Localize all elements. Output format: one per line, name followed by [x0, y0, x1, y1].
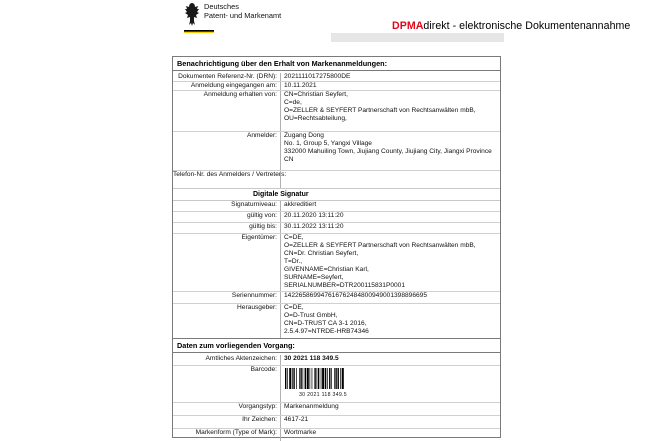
applicant-line: No. 1, Group 5, Yangxi Village [284, 140, 372, 147]
row-reference [173, 73, 500, 81]
owner-line: SURNAME=Seyfert, [284, 274, 344, 281]
process-type-label: Vorgangstyp: [238, 403, 277, 410]
owner-line: O=ZELLER & SEYFERT Partnerschaft von Rechtsanwälten mbB, [284, 242, 476, 249]
reference-label: Dokumenten Referenz-Nr. (DRN): [178, 73, 277, 80]
valid-from-value: 20.11.2020 13:11:20 [280, 212, 500, 222]
applicant-line: Zugang Dong [284, 132, 324, 139]
serial-label: Seriennummer: [231, 292, 277, 299]
owner-line: C=DE, [284, 234, 304, 241]
row-valid-from [173, 212, 500, 222]
your-ref-value: 4617-21 [280, 416, 500, 428]
row-from [173, 91, 500, 131]
from-line: O=ZELLER & SEYFERT Partnerschaft von Rechtsanwälten mbB, [284, 107, 476, 114]
valid-to-value: 30.11.2022 13:11:20 [280, 223, 500, 233]
issuer-line: O=D-Trust GmbH, [284, 312, 338, 319]
sig-level-value: akkreditiert [280, 201, 500, 211]
applicant-label: Anmelder: [246, 132, 277, 139]
page-title [392, 20, 630, 32]
file-number-label: Amtliches Aktenzeichen: [205, 355, 277, 362]
from-line: OU=Rechtsabteilung, [284, 115, 347, 122]
owner-value [280, 234, 500, 291]
mark-form-value: Wortmarke [280, 429, 500, 441]
file-number-value: 30 2021 118 349.5 [280, 355, 500, 365]
received-label: Anmeldung eingegangen am: [190, 82, 277, 89]
issuer-line: 2.5.4.97=NTRDE-HRB74346 [284, 328, 369, 335]
owner-label: Eigentümer: [241, 234, 277, 241]
row-file-number [173, 355, 500, 365]
applicant-value [280, 132, 500, 170]
row-owner [173, 234, 500, 291]
from-value [280, 91, 500, 131]
row-received [173, 82, 500, 90]
from-line: C=de, [284, 99, 302, 106]
barcode [284, 368, 364, 399]
valid-from-label: gültig von: [246, 212, 277, 219]
applicant-line: 332000 Mahuiling Town, Jiujiang County, Jiujiang City, Jiangxi Province [284, 148, 492, 155]
row-process-type [173, 403, 500, 415]
owner-line: T=Dr., [284, 258, 303, 265]
mark-form-label: Markenform (Type of Mark): [195, 429, 277, 436]
issuer-label: Herausgeber: [237, 304, 277, 311]
page-header [0, 0, 672, 42]
org-name [204, 2, 281, 20]
reference-value: 2021111017275800DE [280, 73, 500, 81]
row-serial [173, 292, 500, 303]
row-valid-to [173, 223, 500, 233]
owner-line: GIVENNAME=Christian Karl, [284, 266, 369, 273]
digital-signature-heading: Digitale Signatur [173, 188, 500, 201]
row-applicant [173, 132, 500, 170]
owner-line: CN=Dr. Christian Seyfert, [284, 250, 359, 257]
federal-eagle-icon [184, 1, 200, 27]
owner-line: SERIALNUMBER=DTR200115831P0001 [284, 282, 406, 289]
section-heading-receipt: Benachrichtigung über den Erhalt von Markenanmeldungen: [173, 57, 500, 71]
serial-value: 142265869947616762484800949001398896695 [280, 292, 500, 303]
process-type-value: Markenanmeldung [280, 403, 500, 415]
phone-label [173, 171, 287, 188]
phone-label-line-2: Vertreters: [255, 171, 287, 178]
from-label: Anmeldung erhalten von: [203, 91, 277, 98]
your-ref-label: Ihr Zeichen: [242, 416, 277, 423]
row-phone [173, 171, 500, 188]
dpma-logo [184, 1, 284, 29]
from-line: CN=Christian Seyfert, [284, 91, 348, 98]
header-grey-bar [331, 33, 504, 42]
phone-value [280, 171, 500, 188]
issuer-line: C=DE, [284, 304, 304, 311]
section-heading-process: Daten zum vorliegenden Vorgang: [173, 338, 500, 353]
org-name-line-1: Deutsches [204, 2, 239, 11]
issuer-value [280, 304, 500, 338]
row-sig-level [173, 201, 500, 211]
row-issuer [173, 304, 500, 338]
barcode-text: 30 2021 118 349.5 [299, 392, 347, 398]
title-brand: DPMA [392, 20, 424, 32]
valid-to-label: gültig bis: [249, 223, 277, 230]
receipt-panel [172, 56, 501, 438]
issuer-line: CN=D-TRUST CA 3-1 2016, [284, 320, 367, 327]
applicant-line: CN [284, 156, 294, 163]
phone-label-line-1: Telefon-Nr. des Anmelders / [173, 171, 254, 178]
received-value: 10.11.2021 [280, 82, 500, 90]
barcode-graphic [284, 368, 362, 389]
sig-level-label: Signaturniveau: [231, 201, 277, 208]
row-your-ref [173, 416, 500, 428]
title-rest: direkt - elektronische Dokumentenannahme [423, 20, 631, 32]
org-name-line-2: Patent- und Markenamt [204, 11, 282, 20]
german-flag-stripe [184, 30, 214, 32]
row-barcode [173, 366, 500, 402]
barcode-label: Barcode: [250, 366, 277, 373]
barcode-value [280, 366, 500, 402]
